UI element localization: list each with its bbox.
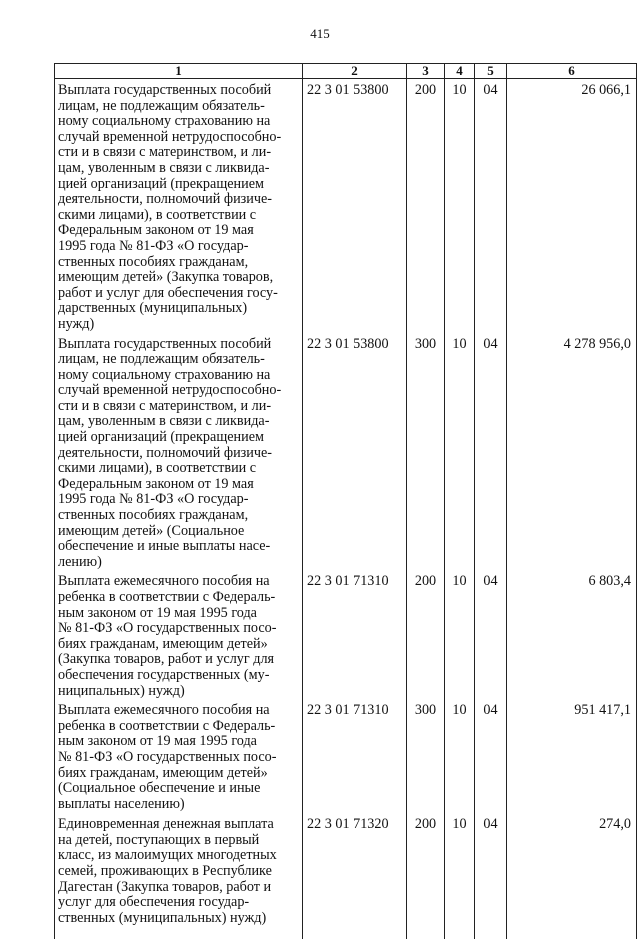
column-header-2: 2	[303, 64, 407, 79]
budget-table	[54, 63, 637, 939]
header-row	[55, 64, 637, 79]
column-header-1: 1	[55, 64, 303, 79]
row-name-cell	[55, 570, 303, 699]
row-amount: 4 278 956,0	[507, 333, 637, 571]
row-name-cell	[55, 699, 303, 813]
table-row	[55, 813, 637, 939]
row-col4: 10	[445, 79, 475, 333]
row-col5: 04	[475, 79, 507, 333]
table-row	[55, 333, 637, 571]
row-col3: 300	[407, 699, 445, 813]
row-col5: 04	[475, 333, 507, 571]
row-name-cell	[55, 813, 303, 939]
row-col3: 200	[407, 79, 445, 333]
row-amount: 951 417,1	[507, 699, 637, 813]
column-header-6: 6	[507, 64, 637, 79]
row-name-cell	[55, 333, 303, 571]
row-col5: 04	[475, 813, 507, 939]
budget-table-container	[54, 63, 636, 939]
row-col4: 10	[445, 333, 475, 571]
row-col3: 200	[407, 570, 445, 699]
table-row	[55, 79, 637, 333]
row-amount: 26 066,1	[507, 79, 637, 333]
page-number: 415	[310, 26, 330, 41]
column-header-4: 4	[445, 64, 475, 79]
row-col4: 10	[445, 699, 475, 813]
row-name: Выплата государственных пособий лицам, не подлежащим обязатель- ному социальному страхованию на случай временной нетрудоспособно- сти и в связи с материнством, и ли- цам, уволенным в связи с ликвида- цией организаций (прекращением деятельности, полномочий физиче- скими лицами), в соответствии с Федеральным законом от 19 мая 1995 года № 81-ФЗ «О государ- ственных пособиях гражданам, имеющим детей» (Социальное обеспечение и иные выплаты насе- лению)	[58, 335, 282, 570]
row-col3: 200	[407, 813, 445, 939]
row-code: 22 3 01 71310	[303, 570, 407, 699]
row-code: 22 3 01 71320	[303, 813, 407, 939]
row-name: Выплата ежемесячного пособия на ребенка в соответствии с Федераль- ным законом от 19 мая 1995 года № 81-ФЗ «О государственных посо- биях гражданам, имеющим детей» (Социальное обеспечение и иные выплаты населению)	[58, 702, 277, 812]
row-name: Единовременная денежная выплата на детей, поступающих в первый класс, из малоимущих многодетных семей, проживающих в Республике Дагестан (Закупка товаров, работ и услуг для обеспечения государ- ственных (муниципальных) нужд)	[58, 816, 277, 926]
row-code: 22 3 01 53800	[303, 333, 407, 571]
table-row	[55, 570, 637, 699]
row-name: Выплата государственных пособий лицам, не подлежащим обязатель- ному социальному страхованию на случай временной нетрудоспособно- сти и в связи с материнством, и ли- цам, уволенным в связи с ликвида- цией организаций (прекращением деятельности, полномочий физиче- скими лицами), в соответствии с Федеральным законом от 19 мая 1995 года № 81-ФЗ «О государ- ственных пособиях гражданам, имеющим детей» (Закупка товаров, работ и услуг для обеспечения госу- дарственных (муниципальных) нужд)	[58, 82, 282, 332]
row-col4: 10	[445, 813, 475, 939]
row-col5: 04	[475, 699, 507, 813]
row-col5: 04	[475, 570, 507, 699]
column-header-5: 5	[475, 64, 507, 79]
row-code: 22 3 01 71310	[303, 699, 407, 813]
row-col4: 10	[445, 570, 475, 699]
row-name: Выплата ежемесячного пособия на ребенка в соответствии с Федераль- ным законом от 19 мая 1995 года № 81-ФЗ «О государственных посо- биях гражданам, имеющим детей» (Закупка товаров, работ и услуг для обеспечения государственных (му- ниципальных) нужд)	[58, 573, 277, 699]
row-amount: 274,0	[507, 813, 637, 939]
table-row	[55, 699, 637, 813]
column-header-3: 3	[407, 64, 445, 79]
row-name-cell	[55, 79, 303, 333]
row-code: 22 3 01 53800	[303, 79, 407, 333]
row-amount: 6 803,4	[507, 570, 637, 699]
row-col3: 300	[407, 333, 445, 571]
